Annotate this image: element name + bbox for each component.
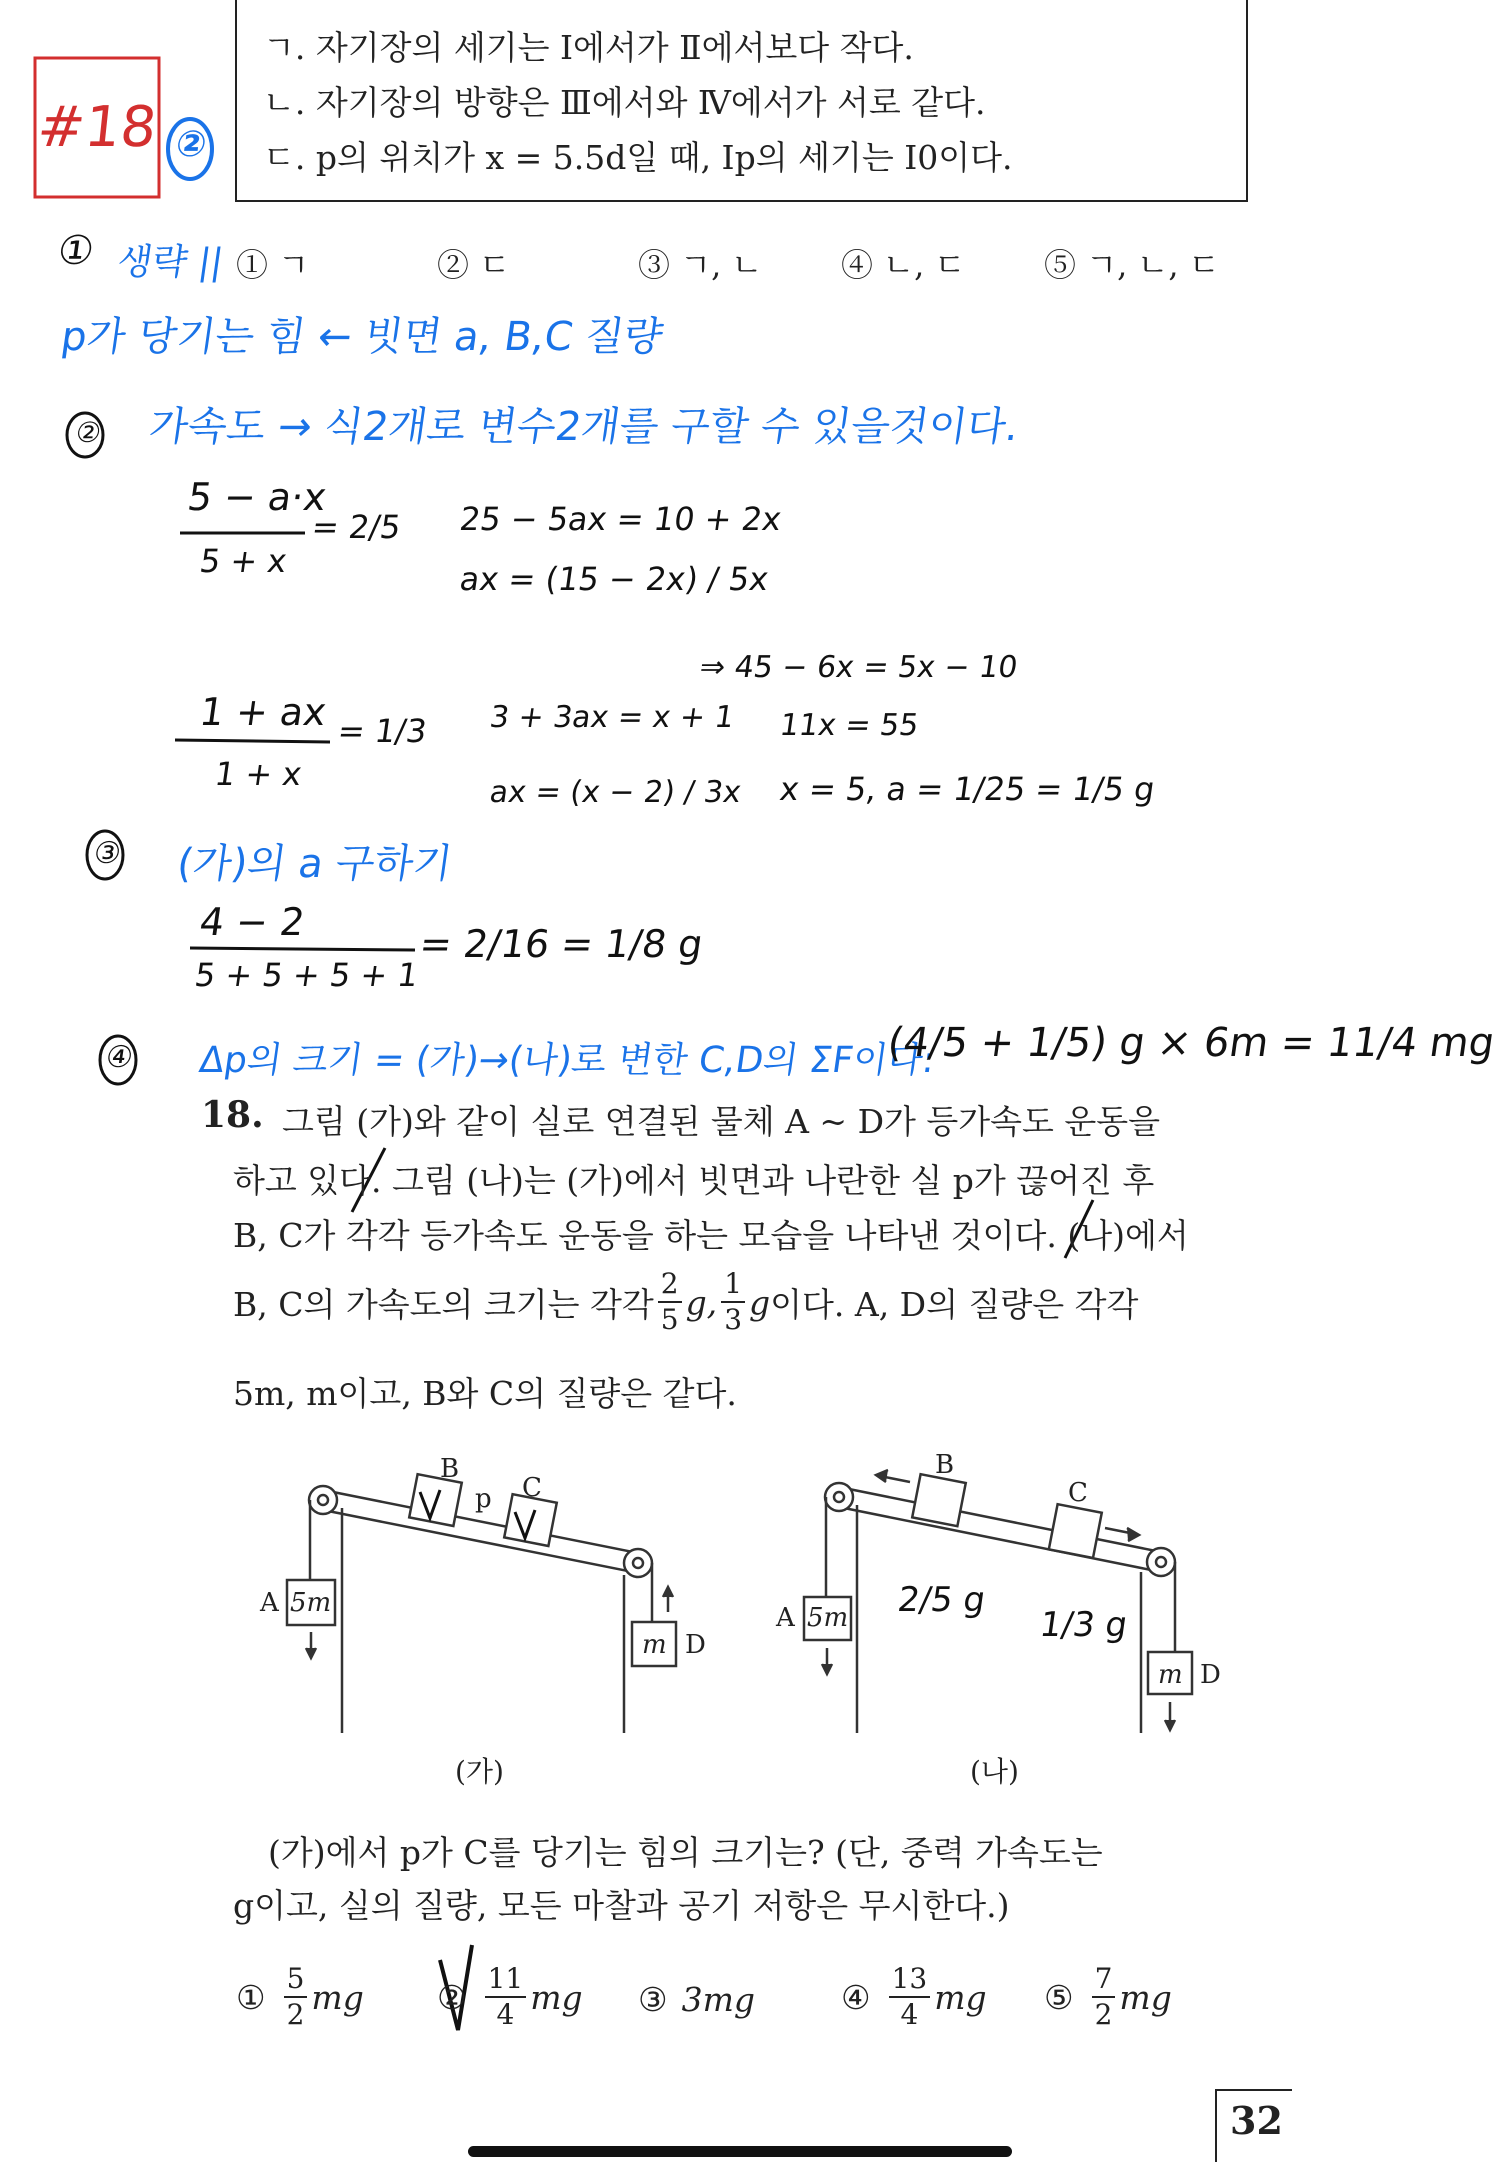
step4-equation: (4/5 + 1/5) g × 6m = 11/4 mg [884,1020,1497,1066]
fig1-label-b: B [440,1454,460,1484]
frac-den: 2 [286,1998,305,2031]
fig2-label-c: C [1068,1478,1088,1508]
question-line-1: (가)에서 p가 C를 당기는 힘의 크기는? (단, 중력 가속도는 [268,1833,1103,1872]
eq3-numerator: 4 − 2 [196,900,308,944]
eq2-denominator: 1 + x [212,755,305,793]
answer-choice-2[interactable] [437,1962,583,2031]
fig1-label-c: C [522,1473,542,1503]
answer-choice-4[interactable] [841,1962,987,2031]
frac-num: 11 [485,1965,527,1998]
choice-unit: mg [311,1977,364,2017]
home-indicator[interactable] [468,2146,1012,2157]
eq1-denominator: 5 + x [197,542,290,580]
fig1-mass-a: 5m [290,1588,332,1618]
eq2-numerator: 1 + ax [196,690,330,734]
problem-line-1: 그림 (가)와 같이 실로 연결된 물체 A ~ D가 등가속도 운동을 [282,1102,1161,1141]
eq1-side2: ax = (15 − 2x) / 5x [457,560,771,598]
answer-choice-1[interactable] [236,1962,364,2031]
eq1-side1: 25 − 5ax = 10 + 2x [457,500,784,538]
choice-number: ② [437,1977,467,2017]
statement-2: ㄴ. 자기장의 방향은 Ⅲ에서와 Ⅳ에서가 서로 같다. [263,83,986,122]
eq2-side2: ax = (x − 2) / 3x [487,775,744,810]
step2-text: 가속도 → 식2개로 변수2개를 구할 수 있을것이다. [146,404,1022,450]
prev-choice-1[interactable]: ① ㄱ [236,246,310,284]
step3-text: (가)의 a 구하기 [174,841,456,887]
fig2-label-a: A [776,1603,795,1633]
choice-fraction [889,1962,931,2031]
fraction-1-3 [721,1267,745,1336]
frac-num: 2 [658,1270,682,1303]
choice-unit: 3mg [681,1980,756,2019]
choice-unit: mg [530,1977,583,2017]
prev-choice-4[interactable]: ④ ㄴ, ㄷ [841,246,966,284]
frac-num: 1 [721,1270,745,1303]
g-symbol: g, [685,1282,718,1322]
statement-1: ㄱ. 자기장의 세기는 Ⅰ에서가 Ⅱ에서보다 작다. [263,28,914,67]
frac-num: 7 [1092,1965,1116,1998]
fig2-note-c: 1/3 g [1037,1605,1130,1645]
choice-number: ④ [841,1977,871,2017]
eq1-numerator: 5 − a·x [184,475,330,519]
step1-line2: p가 당기는 힘 ← 빗면 a, B,C 질량 [58,314,666,360]
frac-num: 5 [284,1965,308,1998]
fig1-label-d: D [685,1630,706,1660]
frac-den: 2 [1094,1998,1113,2031]
frac-den: 3 [724,1303,743,1336]
line4-pre: B, C의 가속도의 크기는 각각 [233,1284,654,1324]
g-symbol: g [749,1282,771,1322]
answer-circle-label: ② [173,124,210,165]
eq2-side1: 3 + 3ax = x + 1 [487,700,737,735]
eq3-denominator: 5 + 5 + 5 + 1 [192,956,421,994]
answer-choice-5[interactable] [1044,1962,1172,2031]
eq3-rhs: = 2/16 = 1/8 g [416,922,706,966]
answer-choice-3[interactable] [638,1980,755,2019]
eq2-rhs: = 1/3 [335,712,430,750]
choice-unit: mg [1119,1977,1172,2017]
fig2-label-b: B [935,1450,955,1480]
problem-number: 18. [201,1094,264,1136]
step1-text: 생략 || [114,242,226,283]
fig2-mass-d: m [1158,1660,1183,1690]
frac-den: 4 [900,1998,919,2031]
choice-fraction [1092,1962,1116,2031]
problem-line-3: B, C가 각각 등가속도 운동을 하는 모습을 나타낸 것이다. (나)에서 [233,1216,1189,1255]
step4-text: Δp의 크기 = (가)→(나)로 변한 C,D의 ΣF이다: [196,1040,938,1081]
fig2-mass-a: 5m [807,1603,849,1633]
fig2-caption: (나) [970,1755,1019,1788]
eq2-bar [175,740,330,742]
fig1-mass-d: m [642,1630,667,1660]
problem-line-5: 5m, m이고, B와 C의 질량은 같다. [233,1374,737,1413]
problem-line-4 [233,1267,1139,1336]
fig1-label-a: A [260,1588,279,1618]
frac-den: 4 [496,1998,515,2031]
fraction-2-5 [658,1267,682,1336]
choice-number: ⑤ [1044,1977,1074,2017]
step3-number: ③ [91,836,124,871]
eq3-bar [190,948,415,950]
eq-result-2: 11x = 55 [777,708,921,743]
line4-post: 이다. A, D의 질량은 각각 [770,1284,1139,1324]
choice-fraction [485,1962,527,2031]
step2-number: ② [73,416,104,449]
step4-number: ④ [103,1040,136,1075]
problem-line-2: 하고 있다. 그림 (나)는 (가)에서 빗면과 나란한 실 p가 끊어진 후 [233,1161,1155,1200]
figure-na [804,1470,1192,1733]
problem-tag: #18 [34,95,160,160]
page-number: 32 [1230,2098,1283,2143]
choice-number: ③ [638,1980,668,2019]
choice-fraction [284,1962,308,2031]
choice-unit: mg [934,1977,987,2017]
frac-num: 13 [889,1965,931,1998]
choice-number: ① [236,1977,266,2017]
statement-3: ㄷ. p의 위치가 x = 5.5d일 때, Ip의 세기는 I0이다. [263,138,1013,177]
fig1-caption: (가) [455,1755,504,1788]
eq-result-1: ⇒ 45 − 6x = 5x − 10 [697,650,1020,685]
question-line-2: g이고, 실의 질량, 모든 마찰과 공기 저항은 무시한다.) [233,1886,1010,1925]
eq-result-3: x = 5, a = 1/25 = 1/5 g [777,770,1158,808]
eq1-rhs: = 2/5 [309,508,404,546]
frac-den: 5 [660,1303,679,1336]
fig1-label-p: p [475,1484,492,1514]
fig2-note-b: 2/5 g [895,1580,988,1620]
prev-choice-2[interactable]: ② ㄷ [437,246,511,284]
prev-choice-5[interactable]: ⑤ ㄱ, ㄴ, ㄷ [1044,246,1220,284]
fig2-label-d: D [1200,1660,1221,1690]
step1-number: ① [54,228,98,274]
prev-choice-3[interactable]: ③ ㄱ, ㄴ [638,246,763,284]
